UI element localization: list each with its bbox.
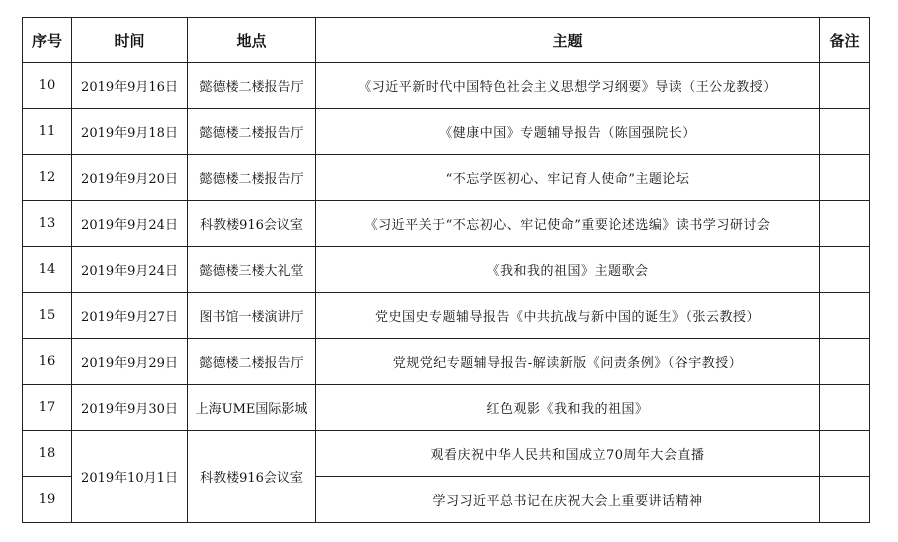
cell-topic: 学习习近平总书记在庆祝大会上重要讲话精神 — [316, 477, 820, 523]
cell-place-merged: 科教楼916会议室 — [188, 431, 316, 523]
table-row — [23, 155, 870, 201]
cell-no: 12 — [23, 155, 72, 201]
cell-date: 2019年9月24日 — [72, 201, 188, 247]
cell-topic: 《习近平新时代中国特色社会主义思想学习纲要》导读（王公龙教授） — [316, 63, 820, 109]
cell-no: 14 — [23, 247, 72, 293]
table-row — [23, 63, 870, 109]
cell-no: 13 — [23, 201, 72, 247]
cell-note — [820, 477, 870, 523]
cell-no: 19 — [23, 477, 72, 523]
cell-note — [820, 339, 870, 385]
cell-date-merged: 2019年10月1日 — [72, 431, 188, 523]
header-place: 地点 — [188, 18, 316, 63]
cell-date: 2019年9月24日 — [72, 247, 188, 293]
cell-topic: 党史国史专题辅导报告《中共抗战与新中国的诞生》（张云教授） — [316, 293, 820, 339]
cell-topic: “不忘学医初心、牢记育人使命”主题论坛 — [316, 155, 820, 201]
cell-no: 15 — [23, 293, 72, 339]
cell-note — [820, 431, 870, 477]
cell-date: 2019年9月16日 — [72, 63, 188, 109]
schedule-table-wrapper — [22, 17, 870, 523]
cell-note — [820, 201, 870, 247]
cell-place: 懿德楼二楼报告厅 — [188, 109, 316, 155]
cell-date: 2019年9月27日 — [72, 293, 188, 339]
cell-note — [820, 293, 870, 339]
cell-topic: 《我和我的祖国》主题歌会 — [316, 247, 820, 293]
table-row — [23, 431, 870, 477]
cell-topic: 党规党纪专题辅导报告-解读新版《问责条例》（谷宇教授） — [316, 339, 820, 385]
cell-place: 懿德楼三楼大礼堂 — [188, 247, 316, 293]
table-row — [23, 109, 870, 155]
cell-no: 10 — [23, 63, 72, 109]
cell-topic: 《习近平关于“不忘初心、牢记使命”重要论述选编》读书学习研讨会 — [316, 201, 820, 247]
table-row — [23, 201, 870, 247]
cell-date: 2019年9月30日 — [72, 385, 188, 431]
cell-topic: 红色观影《我和我的祖国》 — [316, 385, 820, 431]
cell-note — [820, 109, 870, 155]
cell-place: 图书馆一楼演讲厅 — [188, 293, 316, 339]
cell-topic: 《健康中国》专题辅导报告（陈国强院长） — [316, 109, 820, 155]
cell-place: 上海UME国际影城 — [188, 385, 316, 431]
table-row — [23, 339, 870, 385]
cell-note — [820, 385, 870, 431]
cell-note — [820, 155, 870, 201]
cell-place: 懿德楼二楼报告厅 — [188, 63, 316, 109]
cell-date: 2019年9月18日 — [72, 109, 188, 155]
header-topic: 主题 — [316, 18, 820, 63]
header-row — [23, 18, 870, 63]
cell-topic: 观看庆祝中华人民共和国成立70周年大会直播 — [316, 431, 820, 477]
table-row — [23, 385, 870, 431]
schedule-table — [22, 17, 870, 523]
cell-no: 18 — [23, 431, 72, 477]
cell-note — [820, 63, 870, 109]
cell-date: 2019年9月29日 — [72, 339, 188, 385]
cell-note — [820, 247, 870, 293]
header-note: 备注 — [820, 18, 870, 63]
cell-date: 2019年9月20日 — [72, 155, 188, 201]
cell-place: 科教楼916会议室 — [188, 201, 316, 247]
table-row — [23, 247, 870, 293]
cell-no: 17 — [23, 385, 72, 431]
header-no: 序号 — [23, 18, 72, 63]
header-date: 时间 — [72, 18, 188, 63]
table-row — [23, 293, 870, 339]
cell-place: 懿德楼二楼报告厅 — [188, 339, 316, 385]
cell-no: 11 — [23, 109, 72, 155]
cell-no: 16 — [23, 339, 72, 385]
cell-place: 懿德楼二楼报告厅 — [188, 155, 316, 201]
